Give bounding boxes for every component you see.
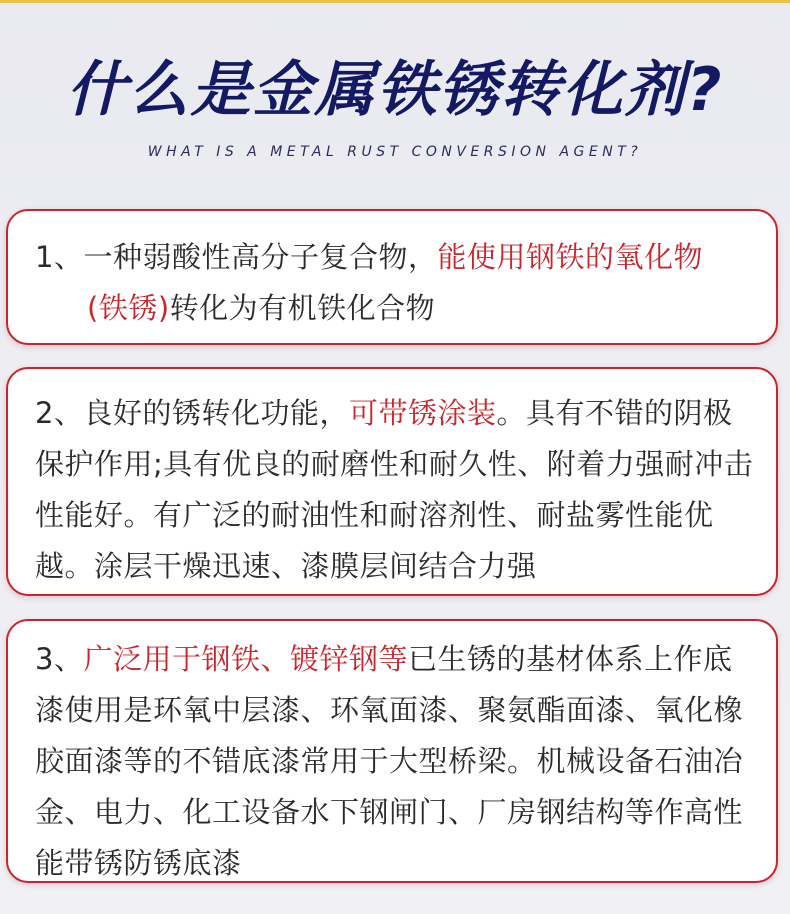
card-3-highlight: 广泛用于钢铁、镀锌钢等 [83, 642, 408, 676]
card-2-text-before: 良好的锈转化功能， [83, 396, 349, 430]
page-subtitle: WHAT IS A METAL RUST CONVERSION AGENT? [147, 144, 643, 160]
card-2-text [35, 388, 755, 592]
card-1-highlight-rust: (铁锈) [87, 291, 170, 325]
card-2-text-after: 。具有不错的阴极保护作用;具有优良的耐磨性和耐久性、附着力强耐冲击性能好。有广泛的耐油性和耐溶剂性、耐盐雾性能优越。涂层干燥迅速、漆膜层间结合力强 [35, 396, 754, 583]
card-3-text-after: 已生锈的基材体系上作底漆使用是环氧中层漆、环氧面漆、聚氨酯面漆、氧化橡胶面漆等的不错底漆常用于大型桥梁。机械设备石油冶金、电力、化工设备水下钢闸门、厂房钢结构等作高性能带锈防锈底漆 [35, 642, 744, 880]
info-card-3 [6, 619, 778, 883]
card-1-text [35, 232, 755, 334]
card-1-number: 1、 [35, 240, 84, 274]
card-1-highlight: 能使用钢铁的氧化物 [437, 240, 703, 274]
info-card-2 [6, 367, 778, 596]
page-title: 什么是金属铁锈转化剂? [66, 55, 724, 125]
info-card-1 [6, 209, 778, 345]
card-3-text [35, 634, 755, 889]
card-2-number: 2、 [35, 396, 84, 430]
card-1-text-after: 转化为有机铁化合物 [169, 291, 436, 325]
card-3-number: 3、 [35, 642, 84, 676]
card-1-text-before: 一种弱酸性高分子复合物， [83, 240, 438, 274]
top-accent-rule [0, 0, 790, 3]
card-2-highlight: 可带锈涂装 [348, 396, 497, 430]
